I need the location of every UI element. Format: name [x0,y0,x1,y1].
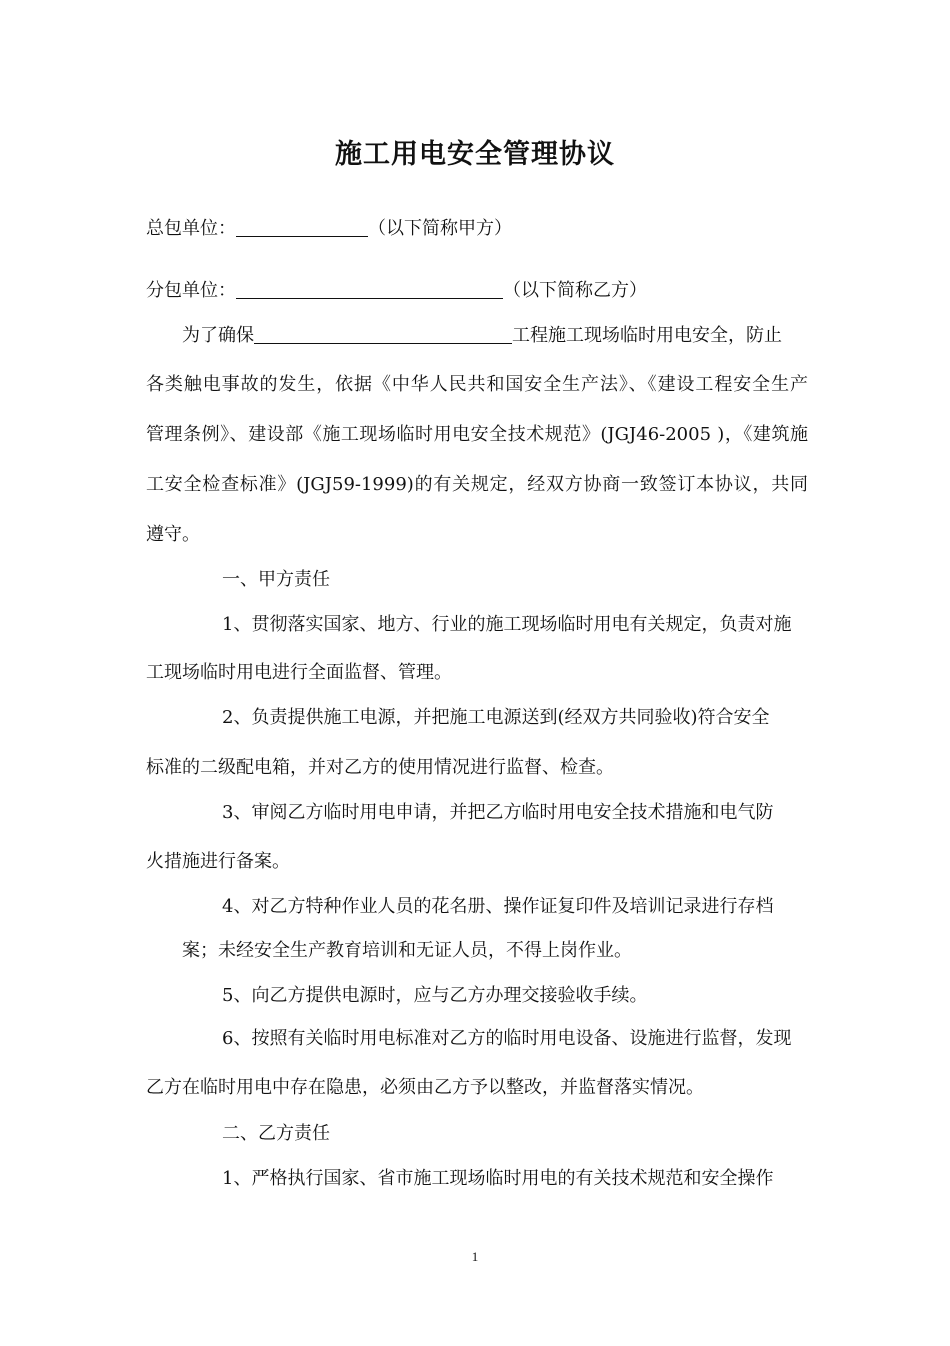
section-2-line: 1、严格执行国家、省市施工现场临时用电的有关技术规范和安全操作 [222,1168,774,1189]
page-number: 1 [471,1249,479,1264]
general-contractor-label: 总包单位： [146,218,236,239]
section-1-line: 6、按照有关临时用电标准对乙方的临时用电设备、设施进行监督，发现 [222,1028,792,1049]
general-contractor-suffix: （以下简称甲方） [368,218,512,239]
document-title: 施工用电安全管理协议 [335,139,615,170]
section-1-line: 火措施进行备案。 [146,851,290,872]
project-name-blank[interactable] [254,323,512,344]
intro-line-4: 工安全检查标准》(JGJ59-1999)的有关规定，经双方协商一致签订本协议，共同 [146,474,808,495]
intro-line-1 [146,322,844,350]
subcontractor-blank[interactable] [236,278,503,299]
intro-prefix: 为了确保 [182,325,254,346]
subcontractor-suffix: （以下简称乙方） [503,280,647,301]
section-1-line: 案；未经安全生产教育培训和无证人员，不得上岗作业。 [182,940,632,961]
section-2-heading: 二、乙方责任 [222,1123,330,1144]
section-1-line: 工现场临时用电进行全面监督、管理。 [146,662,452,683]
general-contractor-line [146,215,808,243]
section-1-line: 3、审阅乙方临时用电申请，并把乙方临时用电安全技术措施和电气防 [222,802,774,823]
section-1-line: 乙方在临时用电中存在隐患，必须由乙方予以整改，并监督落实情况。 [146,1077,704,1098]
intro-line-3: 管理条例》、建设部《施工现场临时用电安全技术规范》(JGJ46-2005 )，《建筑施 [146,424,808,445]
intro-line-5: 遵守。 [146,524,200,545]
section-1-line: 标准的二级配电箱，并对乙方的使用情况进行监督、检查。 [146,757,614,778]
subcontractor-label: 分包单位： [146,280,236,301]
subcontractor-line [146,277,808,305]
section-1-heading: 一、甲方责任 [222,569,330,590]
general-contractor-blank[interactable] [236,216,368,237]
section-1-line: 2、负责提供施工电源，并把施工电源送到(经双方共同验收)符合安全 [222,707,770,728]
section-1-line: 1、贯彻落实国家、地方、行业的施工现场临时用电有关规定，负责对施 [222,614,792,635]
section-1-line: 4、对乙方特种作业人员的花名册、操作证复印件及培训记录进行存档 [222,896,774,917]
intro-suffix: 工程施工现场临时用电安全，防止 [512,325,782,346]
section-1-line: 5、向乙方提供电源时，应与乙方办理交接验收手续。 [222,985,648,1006]
intro-line-2: 各类触电事故的发生，依据《中华人民共和国安全生产法》、《建设工程安全生产 [146,374,808,395]
